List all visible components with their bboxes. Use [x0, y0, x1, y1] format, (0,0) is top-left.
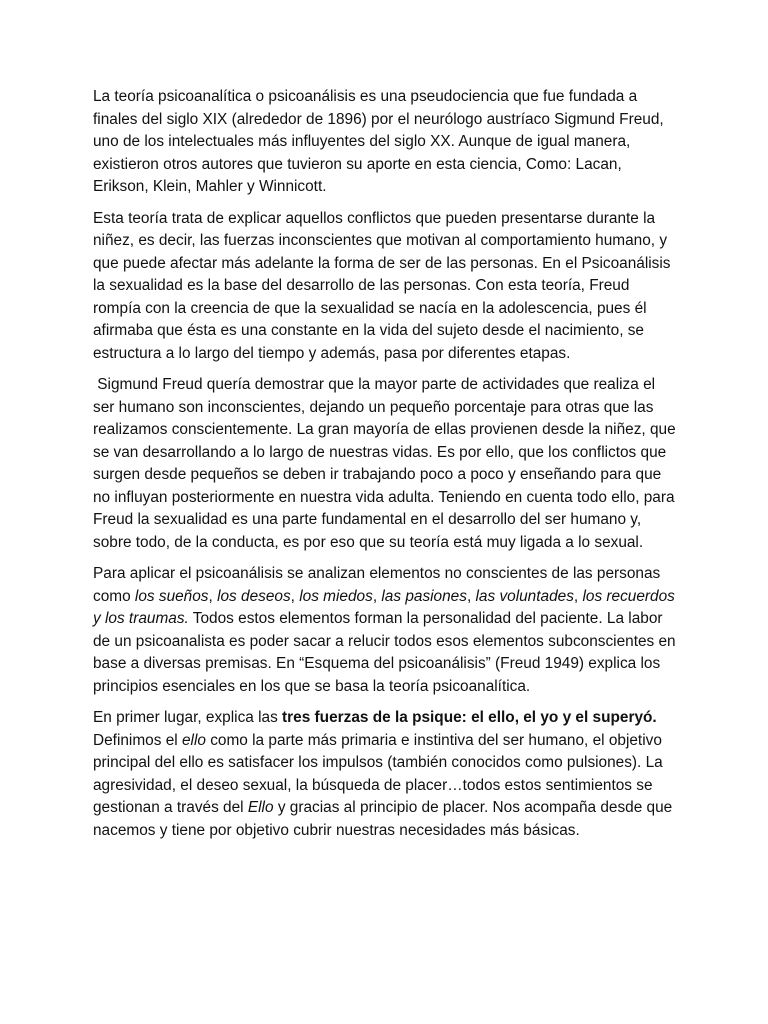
paragraph-5-text: y gracias al principio de placer. Nos acompaña desde que nacemos y tiene por objetivo cubrir nuestras necesidades más básicas. — [93, 799, 673, 839]
paragraph-4-text: Todos estos elementos forman la personalidad del paciente. La labor de un psicoanalista es poder sacar a relucir todos esos elementos subconscientes en base a diversas premisas. En “Esquema del psicoanálisis” (Freud 1949) explica los principios esenciales en los que se basa la teoría psicoanalítica. — [93, 610, 676, 695]
paragraph-4-italic-miedos: los miedos — [299, 587, 373, 605]
paragraph-3: Sigmund Freud quería demostrar que la mayor parte de actividades que realiza el ser humano son inconscientes, dejando un pequeño porcentaje para otras que las realizamos conscientemente. La gran mayoría de ellas provienen desde la niñez, que se van desarrollando a lo largo de nuestras vidas. Es por ello, que los conflictos que surgen desde pequeños se deben ir trabajando poco a poco y enseñando para que no influyan posteriormente en nuestra vida adulta. Teniendo en cuenta todo ello, para Freud la sexualidad es una parte fundamental en el desarrollo del ser humano y, sobre todo, de la conducta, es por eso que su teoría está muy ligada a lo sexual. — [93, 376, 680, 551]
paragraph-4-sep: , — [573, 587, 583, 605]
paragraph-4-text: Para aplicar el psicoanálisis se analizan elementos no conscientes de las personas como — [93, 565, 661, 605]
paragraph-5 — [93, 707, 678, 842]
paragraph-4-sep: , — [466, 587, 476, 605]
paragraph-5-text: como la parte más primaria e instintiva del ser humano, el objetivo principal del ello es satisfacer los impulsos (también conocidos como pulsiones). La agresividad, el deseo sexual, la búsqueda de placer…todos estos sentimientos se gestionan a través del — [93, 731, 663, 816]
paragraph-5-text: En primer lugar, explica las — [93, 709, 283, 726]
paragraph-5-italic-ello: ello — [181, 731, 206, 749]
paragraph-4-sep: , — [372, 587, 382, 605]
paragraph-4 — [93, 563, 678, 698]
paragraph-4-italic-suenos: los sueños — [134, 587, 209, 605]
paragraph-4-italic-deseos: los deseos — [217, 587, 291, 605]
paragraph-5-italic-ello-cap: Ello — [247, 799, 274, 816]
paragraph-4-sep: , — [208, 587, 218, 605]
paragraph-4-sep: , — [290, 587, 300, 605]
document-body — [93, 86, 678, 851]
paragraph-5-bold-fuerzas: tres fuerzas de la psique: el ello, el yo y el superyó. — [282, 709, 657, 726]
paragraph-2: Esta teoría trata de explicar aquellos conflictos que pueden presentarse durante la niñez, es decir, las fuerzas inconscientes que motivan al comportamiento humano, y que puede afectar más adelante la forma de ser de las personas. En el Psicoanálisis la sexualidad es la base del desarrollo de las personas. Con esta teoría, Freud rompía con la creencia de que la sexualidad se nacía en la adolescencia, pues él afirmaba que ésta es una constante en la vida del sujeto desde el nacimiento, se estructura a lo largo del tiempo y además, pasa por diferentes etapas. — [93, 209, 671, 362]
paragraph-1: La teoría psicoanalítica o psicoanálisis es una pseudociencia que fue fundada a finales del siglo XIX (alrededor de 1896) por el neurólogo austríaco Sigmund Freud, uno de los intelectuales más influyentes del siglo XX. Aunque de igual manera, existieron otros autores que tuvieron su aporte en esta ciencia, Como: Lacan, Erikson, Klein, Mahler y Winnicott. — [93, 88, 664, 195]
paragraph-4-italic-voluntades: las voluntades — [475, 587, 574, 605]
paragraph-4-italic-pasiones: las pasiones — [381, 587, 467, 605]
paragraph-4-italic-recuerdos: los recuerdos y los traumas. — [93, 587, 675, 627]
paragraph-5-text: Definimos el — [93, 731, 182, 749]
